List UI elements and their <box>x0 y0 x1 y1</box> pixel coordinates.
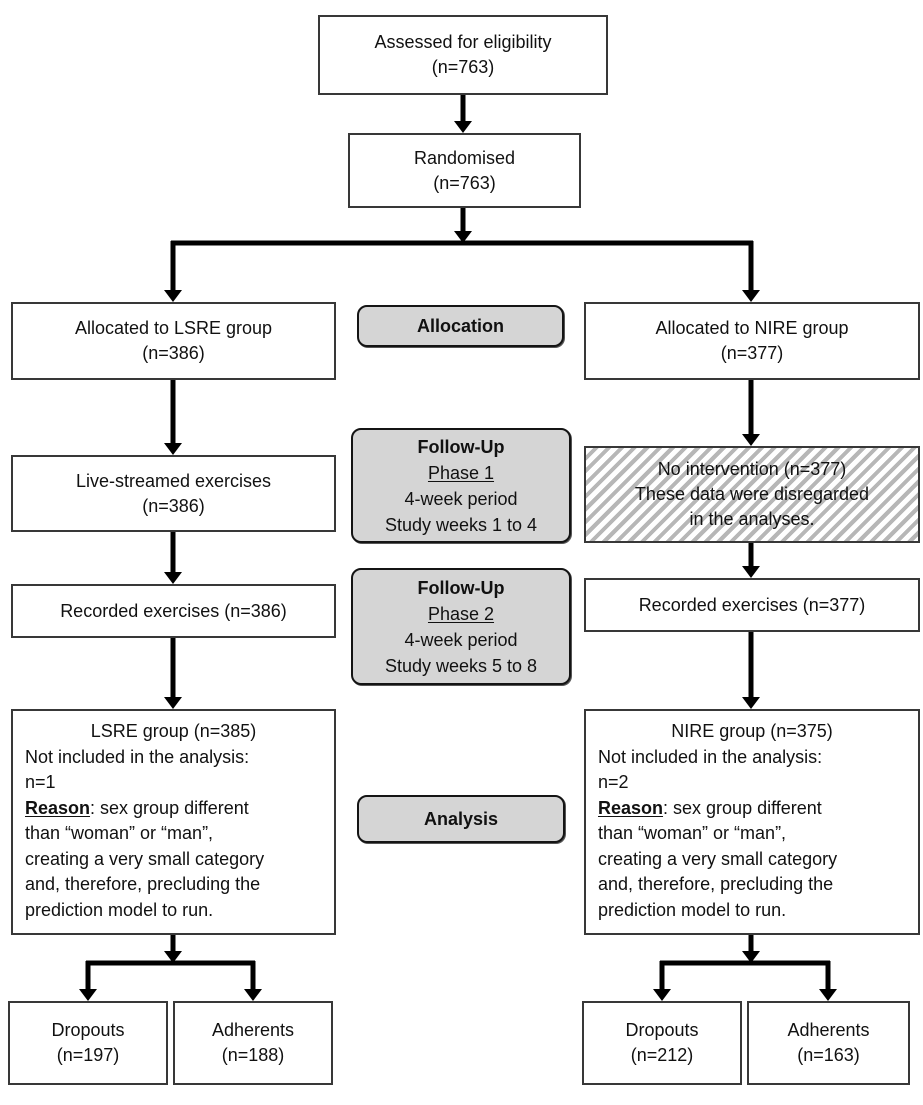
arrow-analysis-split-nire <box>653 935 837 1001</box>
adherents-lsre-line1: Adherents <box>211 1020 295 1040</box>
live-streamed-box <box>11 455 336 532</box>
allocation-stage-text: Allocation <box>416 316 504 336</box>
lsre-not-included: Not included in the analysis: <box>25 746 250 767</box>
randomised-line1: Randomised <box>413 147 516 168</box>
analysis-stage-label <box>357 795 565 843</box>
followup1-weeks: Study weeks 1 to 4 <box>384 514 538 535</box>
no-intervention-line3: in the analyses. <box>689 509 815 529</box>
arrow-recorded-to-analysis-nire <box>742 632 760 709</box>
adherents-lsre-box <box>173 1001 333 1085</box>
dropouts-lsre-line1: Dropouts <box>51 1020 125 1040</box>
nire-allocation-count: (n=377) <box>720 343 784 363</box>
analysis-stage-text: Analysis <box>423 809 499 829</box>
adherents-nire-line1: Adherents <box>787 1020 870 1040</box>
arrow-recorded-to-analysis-lsre <box>164 638 182 709</box>
followup1-title: Follow-Up <box>417 436 505 457</box>
lsre-allocation-count: (n=386) <box>142 343 205 363</box>
adherents-nire-box <box>747 1001 910 1085</box>
dropouts-nire-count: (n=212) <box>630 1045 694 1065</box>
allocation-stage-label <box>357 305 564 347</box>
lsre-reason-line3: creating a very small category <box>25 848 265 869</box>
assessed-eligibility-box <box>318 15 608 95</box>
dropouts-nire-line1: Dropouts <box>625 1020 699 1040</box>
followup1-period: 4-week period <box>404 488 518 509</box>
no-intervention-line2: These data were disregarded <box>634 484 870 504</box>
followup2-weeks: Study weeks 5 to 8 <box>384 655 538 676</box>
assessed-line1: Assessed for eligibility <box>374 32 552 52</box>
adherents-nire-count: (n=163) <box>797 1045 860 1065</box>
recorded-exercises-nire-box <box>584 578 920 632</box>
dropouts-lsre-box <box>8 1001 168 1085</box>
nire-allocation-box <box>584 302 920 380</box>
live-streamed-line1: Live-streamed exercises <box>75 470 272 491</box>
lsre-reason-line5: prediction model to run. <box>25 899 214 920</box>
nire-reason-label: Reason <box>598 797 664 818</box>
arrow-alloc-to-livestreamed <box>164 380 182 455</box>
followup2-phase: Phase 2 <box>427 603 495 624</box>
lsre-reason-label: Reason <box>25 797 91 818</box>
lsre-analysis-box <box>11 709 336 935</box>
randomised-box <box>348 133 581 208</box>
assessed-count: (n=763) <box>431 57 495 77</box>
lsre-reason-line2: than “woman” or “man”, <box>25 823 214 843</box>
followup1-phase: Phase 1 <box>427 462 495 483</box>
lsre-reason-rest: : sex group different <box>90 797 249 818</box>
nire-reason-line3: creating a very small category <box>598 848 838 869</box>
randomised-count: (n=763) <box>433 172 496 193</box>
lsre-n-value: n=1 <box>25 772 56 792</box>
no-intervention-line1: No intervention (n=377) <box>657 459 847 479</box>
adherents-lsre-count: (n=188) <box>221 1045 285 1065</box>
nire-reason-line2: than “woman” or “man”, <box>598 823 787 843</box>
nire-analysis-box <box>584 709 920 935</box>
live-streamed-count: (n=386) <box>142 495 205 516</box>
followup2-period: 4-week period <box>404 629 518 650</box>
arrow-nointervention-to-recorded-nire <box>742 543 760 578</box>
lsre-analysis-heading: LSRE group (n=385) <box>90 721 257 741</box>
nire-allocation-line1: Allocated to NIRE group <box>655 318 849 338</box>
recorded-exercises-lsre-box <box>11 584 336 638</box>
arrow-alloc-to-nointervention <box>742 380 760 446</box>
lsre-allocation-box <box>11 302 336 380</box>
nire-reason-rest: : sex group different <box>663 797 822 818</box>
nire-reason-line1 <box>598 796 822 822</box>
lsre-reason-line4: and, therefore, precluding the <box>25 874 261 894</box>
lsre-allocation-line1: Allocated to LSRE group <box>74 318 273 338</box>
recorded-nire-line1: Recorded exercises (n=377) <box>638 594 866 615</box>
dropouts-lsre-count: (n=197) <box>56 1045 120 1065</box>
followup-phase2-stage-label <box>351 568 571 685</box>
dropouts-nire-box <box>582 1001 742 1085</box>
nire-reason-line4: and, therefore, precluding the <box>598 874 834 894</box>
arrow-livestreamed-to-recorded-lsre <box>164 532 182 584</box>
nire-not-included: Not included in the analysis: <box>598 746 823 767</box>
recorded-lsre-line1: Recorded exercises (n=386) <box>60 600 287 621</box>
arrow-assessed-to-randomised <box>454 95 472 133</box>
nire-n-value: n=2 <box>598 772 629 792</box>
followup2-title: Follow-Up <box>417 577 505 598</box>
followup-phase1-stage-label <box>351 428 571 543</box>
lsre-reason-line1 <box>25 796 249 822</box>
no-intervention-box <box>584 446 920 543</box>
arrow-analysis-split-lsre <box>79 935 262 1001</box>
arrow-randomised-split <box>164 208 760 302</box>
nire-analysis-heading: NIRE group (n=375) <box>671 721 833 741</box>
nire-reason-line5: prediction model to run. <box>598 899 787 920</box>
